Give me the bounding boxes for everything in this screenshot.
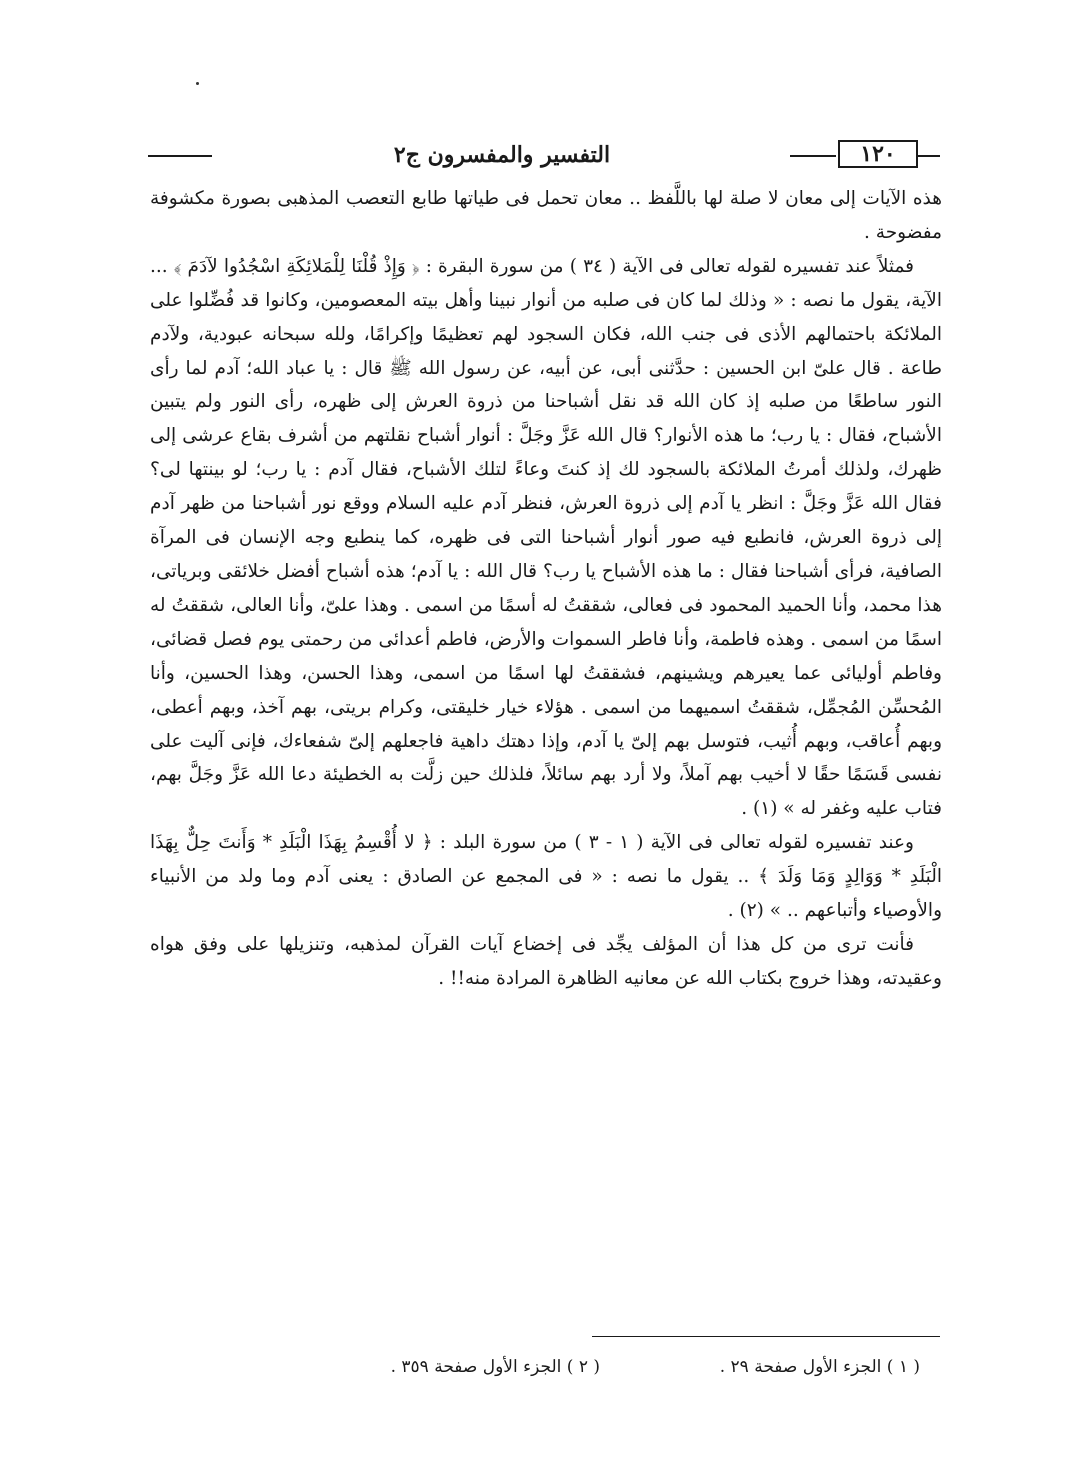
footnote-1: ( ١ ) الجزء الأول صفحة ٢٩ . (719, 1357, 920, 1377)
paragraph-1: هذه الآيات إلى معان لا صلة لها باللَّفظ .. معان تحمل فى طياتها طابع التعصب المذهبى بصورة مكشوفة مفضوحة . (150, 188, 942, 243)
header-rule-right (918, 155, 940, 157)
header-rule-middle (790, 155, 836, 157)
page-number: ١٢٠ (838, 140, 918, 168)
footnote-2: ( ٢ ) الجزء الأول صفحة ٣٥٩ . (390, 1357, 600, 1377)
paragraph-3: وعند تفسيره لقوله تعالى فى الآية ( ١ - ٣ ) من سورة البلد : ﴿ لا أُقْسِمُ بِهَذَا الْبَلَدِ * وَأَنتَ حِلٌّ بِهَذَا الْبَلَدِ * وَوَالِدٍ وَمَا وَلَدَ ﴾ .. يقول ما نصه : « فى المجمع عن الصادق : يعنى آدم وما ولد من الأنبياء والأوصياء وأتباعهم .. » (٢) . (150, 832, 942, 922)
running-header (148, 138, 940, 172)
footnote-divider (592, 1336, 940, 1337)
body-text (150, 182, 942, 996)
paragraph-4: فأنت ترى من كل هذا أن المؤلف يجِّد فى إخضاع آيات القرآن لمذهبه، وتنزيلها على وفق هواه وعقيدته، وهذا خروج بكتاب الله عن معانيه الظاهرة المرادة منه!! . (150, 933, 942, 989)
ink-dot (196, 82, 199, 85)
footnotes (150, 1350, 930, 1384)
header-rule-left (148, 155, 212, 157)
header-title: التفسير والمفسرون ج٢ (393, 142, 611, 168)
paragraph-2: فمثلاً عند تفسيره لقوله تعالى فى الآية ( ٣٤ ) من سورة البقرة : ﴿ وَإِذْ قُلْنَا لِلْمَلائِكَةِ اسْجُدُوا لآدَمَ ﴾ ... الآية، يقول ما نصه : « وذلك لما كان فى صلبه من أنوار نبينا وأهل بيته المعصومين، وكانوا قد فُضِّلوا على الملائكة باحتمالهم الأذى فى جنب الله، فكان السجود لهم تعظيمًا وإكرامًا، ولله سبحانه عبودية، ولآدم طاعة . قال علىّ ابن الحسين : حدَّثنى أبى، عن أبيه، عن رسول الله ﷺ قال : يا عباد الله؛ آدم لما رأى النور ساطعًا من صلبه إذ كان الله قد نقل أشباحنا من ذروة العرش إلى ظهره، رأى النور ولم يتبين الأشباح، فقال : يا رب؛ ما هذه الأنوار؟ قال الله عَزَّ وجَلَّ : أنوار أشباح نقلتهم من أشرف بقاع عرشى إلى ظهرك، ولذلك أمرتُ الملائكة بالسجود لك إذ كنتَ وعاءً لتلك الأشباح، فقال آدم : يا رب؛ لو بينتها لى؟ فقال الله عَزَّ وجَلَّ : انظر يا آدم إلى ذروة العرش، فنظر آدم عليه السلام ووقع نور أشباحنا من ظهر آدم إلى ذروة العرش، فانطبع فيه صور أنوار أشباحنا التى فى ظهره، كما ينطبع وجه الإنسان فى المرآة الصافية، فرأى أشباحنا فقال : ما هذه الأشباح يا رب؟ قال الله : يا آدم؛ هذه أشباح أفضل خلائقى وبرياتى، هذا محمد، وأنا الحميد المحمود فى فعالى، شققتُ له أسمًا من اسمى . وهذا علىّ، وأنا العالى، شققتُ له اسمًا من اسمى . وهذه فاطمة، وأنا فاطر السموات والأرض، فاطم أعدائى من رحمتى يوم فصل قضائى، وفاطم أوليائى عما يعيرهم ويشينهم، فشققتُ لها اسمًا من اسمى، وهذا الحسن، وهذا الحسين، وأنا المُحسِّن المُجمِّل، شققتُ اسميهما من اسمى . هؤلاء خيار خليقتى، وكرام بريتى، بهم آخذ، وبهم أعطى، وبهم أُعاقب، وبهم أُثيب، فتوسل بهم إلىّ يا آدم، وإذا دهتك داهية فاجعلهم إلىّ شفعاءك، فإنى آليت على نفسى قَسَمًا حقًا لا أخيب بهم آملاً، ولا أرد بهم سائلاً، فلذلك حين زلَّت به الخطيئة دعا الله عَزَّ وجَلَّ بهم، فتاب عليه وغفر له » (١) . (150, 255, 943, 820)
